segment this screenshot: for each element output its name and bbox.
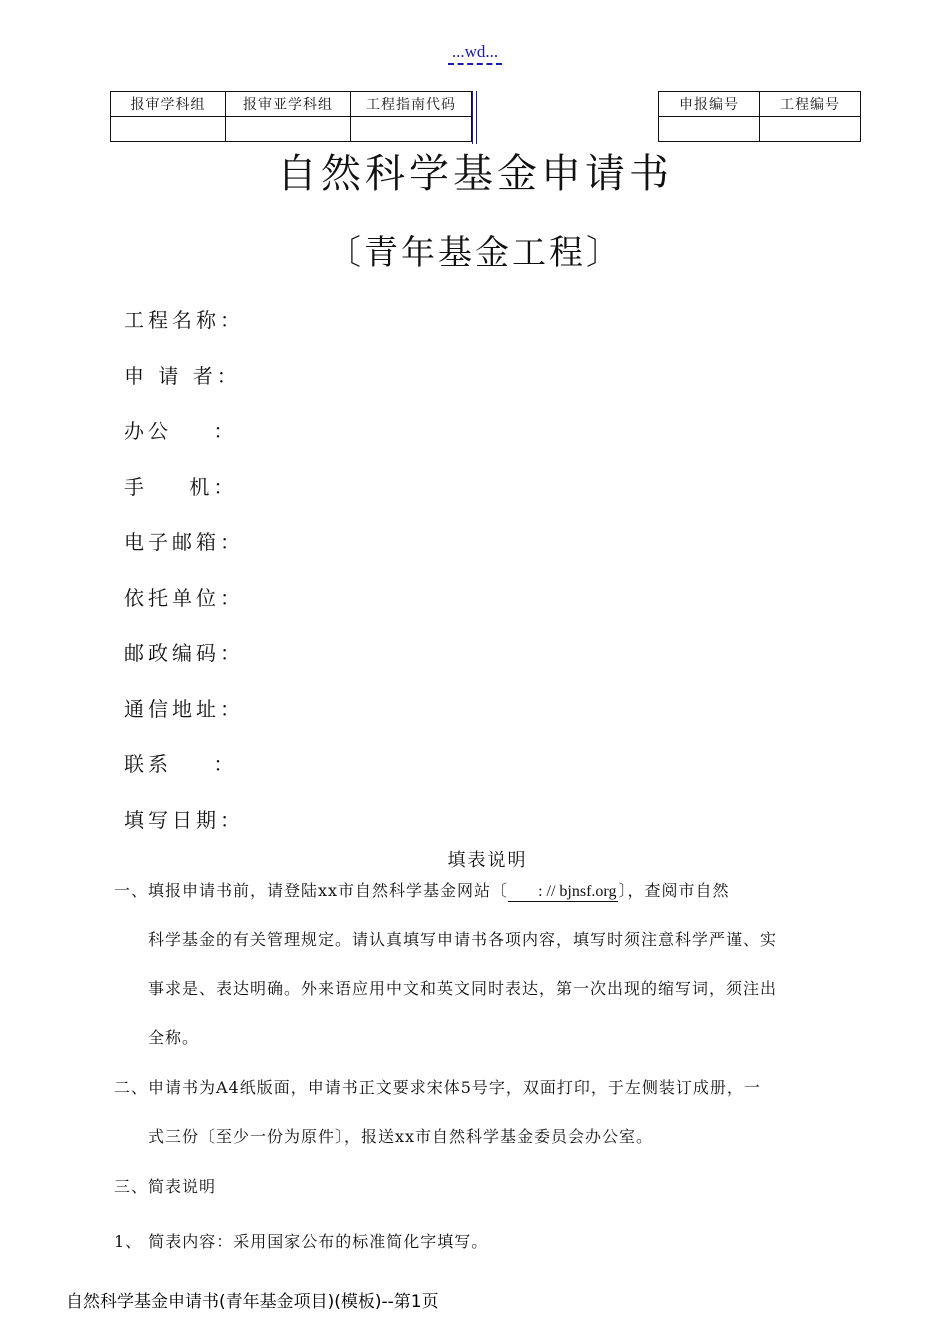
instruction-item-4 [114,1229,862,1278]
instructions-title: 填表说明 [447,850,528,871]
field-postal-code: 邮政编码： [124,641,244,665]
instruction-1-text-pre: 一、填报申请书前，请登陆xx市自然科学基金网站〔 [114,881,509,900]
page-header [0,42,950,65]
applicant-fields [124,304,244,859]
header-cell-application-no: 申报编号 [659,92,760,117]
instruction-item-1 [114,878,862,1074]
header-underline [448,63,502,65]
field-address: 通信地址： [124,696,244,721]
field-contact-phone: 联系 ： [124,752,238,776]
header-text: ...wd... [451,42,499,61]
instruction-1-line-2: 科学基金的有关管理规定。请认真填写申请书各项内容，填写时须注意科学严谨、实 [148,930,778,949]
table-divider [472,91,477,144]
instruction-1-text-post: 〕，查阅市自然 [618,881,730,900]
instruction-2-line-1: 二、申请书为A4纸版面，申请书正文要求宋体5号字，双面打印，于左侧装订成册，一 [114,1078,761,1097]
instruction-3-line: 三、简表说明 [114,1177,217,1196]
instruction-1-line-1 [114,878,862,927]
header-cell-guide-code: 工程指南代码 [351,92,472,117]
project-numbers-table [658,91,861,142]
document-title: 自然科学基金申请书 [277,151,673,197]
instruction-1-line-3: 事求是、表达明确。外来语应用中文和英文同时表达，第一次出现的缩写词，须注出 [148,979,778,998]
input-cell-project-no[interactable] [760,117,861,142]
field-office-phone: 办公 ： [124,419,238,443]
field-project-name: 工程名称： [124,308,244,332]
header-cell-subject-group: 报审学科组 [111,92,226,117]
instruction-2-line-2: 式三份〔至少一份为原件〕，报送xx市自然科学基金委员会办公室。 [148,1127,654,1146]
input-cell-application-no[interactable] [659,117,760,142]
review-codes-table [110,91,472,142]
field-mobile: 手 机： [124,474,238,499]
page-footer: 自然科学基金申请书(青年基金项目)(模板)--第1页 [66,1292,439,1312]
document-subtitle: 〔青年基金工程〕 [327,233,623,273]
instruction-item-3 [114,1174,862,1223]
instruction-4-line: 1、 简表内容：采用国家公布的标准简化字填写。 [114,1232,489,1251]
header-cell-sub-subject-group: 报审亚学科组 [226,92,351,117]
input-cell-sub-subject-group[interactable] [226,117,351,142]
input-cell-guide-code[interactable] [351,117,472,142]
website-link[interactable]: : // bjnsf.org [508,883,618,902]
field-host-institution: 依托单位： [124,585,244,610]
header-cell-project-no: 工程编号 [760,92,861,117]
field-date: 填写日期： [124,807,244,832]
field-applicant: 申 请 者： [124,363,241,388]
input-cell-subject-group[interactable] [111,117,226,142]
field-email: 电子邮箱： [124,530,244,554]
instruction-1-line-4: 全称。 [148,1028,200,1047]
instruction-item-2 [114,1075,862,1173]
